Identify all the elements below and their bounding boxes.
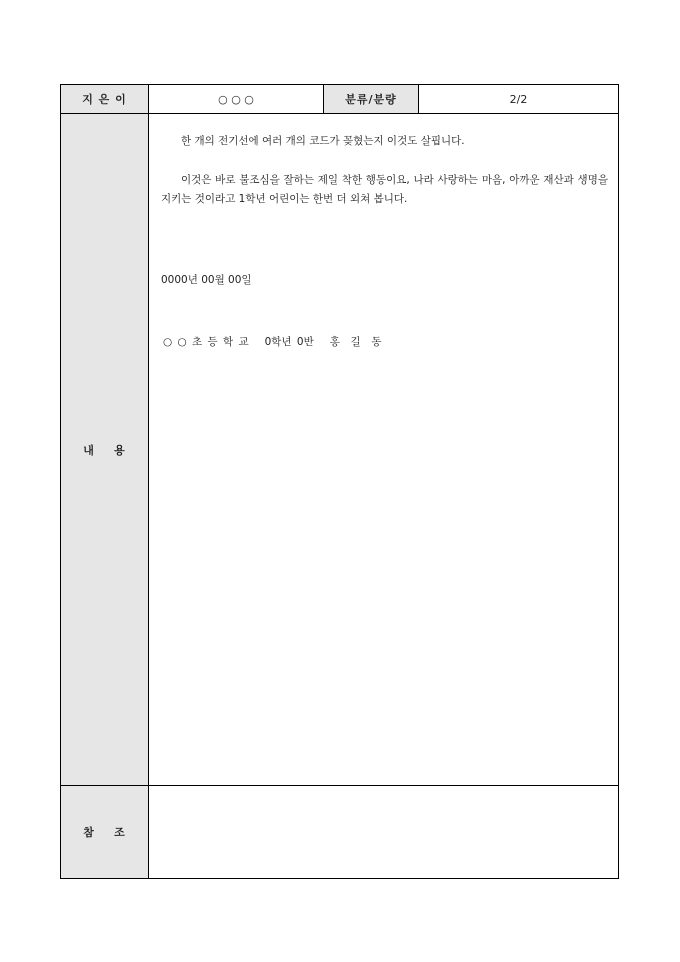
reference-value	[149, 786, 619, 879]
reference-row	[61, 786, 619, 879]
content-paragraph-2: 이것은 바로 불조심을 잘하는 제일 착한 행동이요, 나라 사랑하는 마음, 아까운 재산과 생명을 지키는 것이라고 1학년 어린이는 한번 더 외쳐 봅니다.	[161, 174, 608, 205]
author-value: ○ ○ ○	[149, 85, 324, 114]
content-row	[61, 114, 619, 786]
content-label: 내 용	[61, 114, 149, 786]
author-label: 지 은 이	[61, 85, 149, 114]
signature-line: ○ ○ 초 등 학 교 0학년 0반 홍 길 동	[163, 336, 382, 348]
category-label: 분류/분량	[324, 85, 419, 114]
essay-form-table	[60, 84, 619, 879]
content-cell	[149, 114, 619, 786]
header-row	[61, 85, 619, 114]
date-line: 0000년 00월 00일	[161, 274, 252, 286]
content-paragraph-1: 한 개의 전기선에 여러 개의 코드가 꽂혔는지 이것도 살핍니다.	[181, 135, 465, 147]
reference-label: 참 조	[61, 786, 149, 879]
content-body	[149, 114, 618, 782]
category-value: 2/2	[419, 85, 619, 114]
